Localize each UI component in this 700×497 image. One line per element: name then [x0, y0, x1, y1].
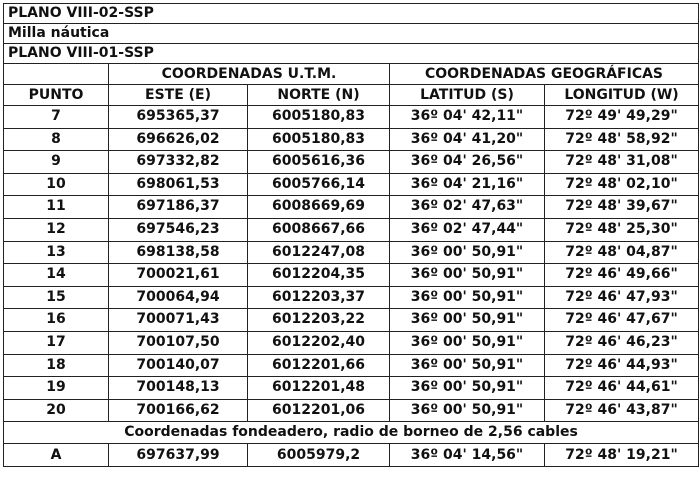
cell-norte: 6005180,83 [248, 128, 390, 151]
cell-latitud: 36º 04' 26,56" [390, 151, 545, 174]
cell-latitud: 36º 00' 50,91" [390, 286, 545, 309]
cell-punto: 11 [4, 196, 109, 219]
geo-group-header: COORDENADAS GEOGRÁFICAS [390, 64, 699, 85]
table-row [4, 241, 699, 264]
plan-subtitle: Milla náutica [4, 24, 699, 44]
cell-punto: 17 [4, 331, 109, 354]
table-row [4, 286, 699, 309]
cell-norte: 6005766,14 [248, 173, 390, 196]
cell-norte: 6008669,69 [248, 196, 390, 219]
cell-norte: 6012203,37 [248, 286, 390, 309]
table-row [4, 196, 699, 219]
table-row [4, 399, 699, 422]
cell-latitud: 36º 00' 50,91" [390, 377, 545, 400]
header-empty-cell [4, 64, 109, 85]
cell-punto: 9 [4, 151, 109, 174]
cell-este: 700071,43 [109, 309, 248, 332]
cell-este: 700021,61 [109, 264, 248, 287]
cell-norte: 6012201,48 [248, 377, 390, 400]
cell-este: 698061,53 [109, 173, 248, 196]
cell-norte: 6012203,22 [248, 309, 390, 332]
cell-este: 700148,13 [109, 377, 248, 400]
cell-longitud: 72º 46' 49,66" [545, 264, 699, 287]
cell-latitud: 36º 04' 42,11" [390, 106, 545, 129]
final-row-longitud: 72º 48' 19,21" [545, 444, 699, 467]
cell-longitud: 72º 46' 44,61" [545, 377, 699, 400]
cell-este: 696626,02 [109, 128, 248, 151]
cell-este: 697332,82 [109, 151, 248, 174]
cell-longitud: 72º 46' 47,67" [545, 309, 699, 332]
table-row [4, 377, 699, 400]
utm-group-header: COORDENADAS U.T.M. [109, 64, 390, 85]
cell-este: 697186,37 [109, 196, 248, 219]
cell-longitud: 72º 46' 43,87" [545, 399, 699, 422]
cell-punto: 10 [4, 173, 109, 196]
cell-latitud: 36º 04' 41,20" [390, 128, 545, 151]
cell-latitud: 36º 00' 50,91" [390, 331, 545, 354]
cell-latitud: 36º 04' 21,16" [390, 173, 545, 196]
plan-title-2: PLANO VIII-01-SSP [4, 44, 699, 64]
cell-longitud: 72º 48' 02,10" [545, 173, 699, 196]
cell-longitud: 72º 48' 31,08" [545, 151, 699, 174]
cell-norte: 6008667,66 [248, 218, 390, 241]
cell-norte: 6012201,66 [248, 354, 390, 377]
final-row-latitud: 36º 04' 14,56" [390, 444, 545, 467]
table-row [4, 264, 699, 287]
cell-norte: 6012204,35 [248, 264, 390, 287]
cell-longitud: 72º 48' 39,67" [545, 196, 699, 219]
table-row [4, 106, 699, 129]
table-row [4, 173, 699, 196]
cell-longitud: 72º 46' 46,23" [545, 331, 699, 354]
cell-norte: 6012247,08 [248, 241, 390, 264]
cell-punto: 15 [4, 286, 109, 309]
cell-latitud: 36º 02' 47,63" [390, 196, 545, 219]
cell-latitud: 36º 00' 50,91" [390, 264, 545, 287]
table-row [4, 151, 699, 174]
column-header-este: ESTE (E) [109, 85, 248, 106]
final-row-punto: A [4, 444, 109, 467]
cell-punto: 19 [4, 377, 109, 400]
cell-punto: 7 [4, 106, 109, 129]
cell-punto: 13 [4, 241, 109, 264]
cell-latitud: 36º 02' 47,44" [390, 218, 545, 241]
table-row [4, 331, 699, 354]
cell-longitud: 72º 48' 25,30" [545, 218, 699, 241]
plan-title-1: PLANO VIII-02-SSP [4, 4, 699, 24]
cell-punto: 12 [4, 218, 109, 241]
table-row [4, 128, 699, 151]
cell-este: 695365,37 [109, 106, 248, 129]
cell-punto: 14 [4, 264, 109, 287]
cell-latitud: 36º 00' 50,91" [390, 241, 545, 264]
cell-longitud: 72º 46' 47,93" [545, 286, 699, 309]
final-row-este: 697637,99 [109, 444, 248, 467]
cell-punto: 20 [4, 399, 109, 422]
cell-longitud: 72º 48' 58,92" [545, 128, 699, 151]
table-row [4, 354, 699, 377]
table-row [4, 218, 699, 241]
cell-este: 700140,07 [109, 354, 248, 377]
cell-este: 700107,50 [109, 331, 248, 354]
cell-latitud: 36º 00' 50,91" [390, 399, 545, 422]
cell-latitud: 36º 00' 50,91" [390, 309, 545, 332]
cell-este: 700166,62 [109, 399, 248, 422]
cell-punto: 16 [4, 309, 109, 332]
anchorage-note: Coordenadas fondeadero, radio de borneo de 2,56 cables [4, 422, 699, 444]
cell-norte: 6005180,83 [248, 106, 390, 129]
cell-norte: 6012202,40 [248, 331, 390, 354]
cell-latitud: 36º 00' 50,91" [390, 354, 545, 377]
cell-punto: 18 [4, 354, 109, 377]
column-header-longitud: LONGITUD (W) [545, 85, 699, 106]
cell-este: 700064,94 [109, 286, 248, 309]
cell-longitud: 72º 49' 49,29" [545, 106, 699, 129]
column-header-latitud: LATITUD (S) [390, 85, 545, 106]
coordinates-table [3, 3, 699, 467]
cell-este: 697546,23 [109, 218, 248, 241]
cell-norte: 6012201,06 [248, 399, 390, 422]
cell-longitud: 72º 46' 44,93" [545, 354, 699, 377]
column-header-norte: NORTE (N) [248, 85, 390, 106]
cell-longitud: 72º 48' 04,87" [545, 241, 699, 264]
table-row [4, 309, 699, 332]
cell-punto: 8 [4, 128, 109, 151]
final-row-norte: 6005979,2 [248, 444, 390, 467]
cell-norte: 6005616,36 [248, 151, 390, 174]
cell-este: 698138,58 [109, 241, 248, 264]
column-header-punto: PUNTO [4, 85, 109, 106]
